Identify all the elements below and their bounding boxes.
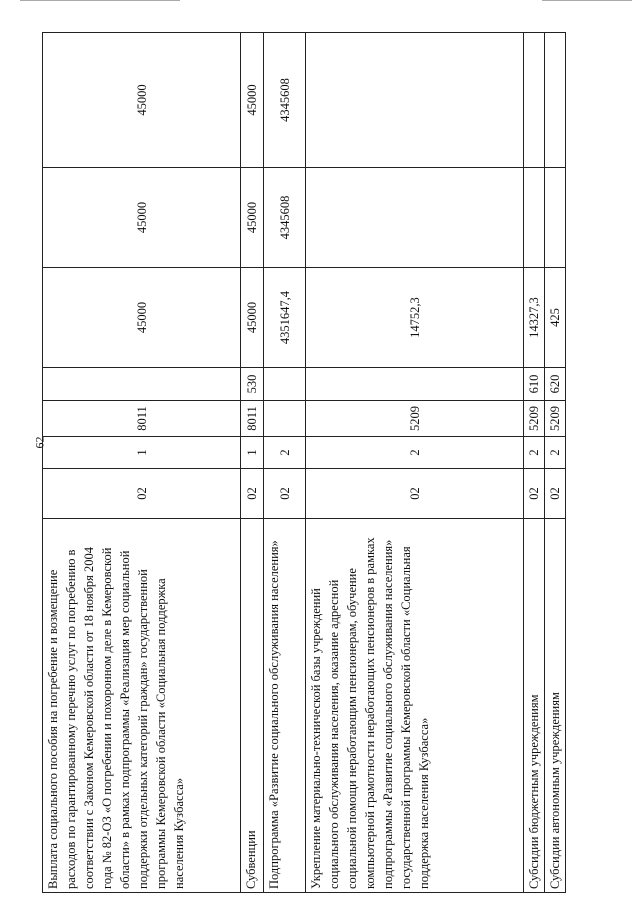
amount-year-2: 45000 [43, 168, 241, 268]
expense-type-code: 530 [241, 368, 264, 401]
amount-year-2 [524, 168, 545, 268]
subprogram-code: 1 [241, 437, 264, 469]
amount-year-1: 45000 [43, 268, 241, 368]
table-row [306, 33, 524, 893]
expense-type-code: 610 [524, 368, 545, 401]
row-name: Подпрограмма «Развитие социального обслуживания населения» [264, 519, 306, 893]
amount-year-1: 4351647,4 [264, 268, 306, 368]
row-name: Укрепление материально-технической базы учреждений социального обслуживания населения, оказание адресной социальной помощи неработающим пенсионерам, обучение компьютерной грамотности неработающих пенсионеров в рамках подпрограммы «Развитие социального обслуживания населения» государственной программы Кемеровской области «Социальная поддержка населения Кузбасса» [306, 519, 524, 893]
direction-code [264, 401, 306, 437]
table-row [524, 33, 545, 893]
row-name: Субвенции [241, 519, 264, 893]
subprogram-code: 2 [524, 437, 545, 469]
amount-year-2 [545, 168, 566, 268]
page-number: 62 [32, 436, 47, 449]
amount-year-1: 45000 [241, 268, 264, 368]
amount-year-1: 14327,3 [524, 268, 545, 368]
program-code: 02 [43, 469, 241, 519]
expense-type-code [264, 368, 306, 401]
row-name: Субсидии автономным учреждениям [545, 519, 566, 893]
subprogram-code: 1 [43, 437, 241, 469]
scan-edge-right [542, 0, 632, 1]
amount-year-3 [545, 33, 566, 168]
subprogram-code: 2 [545, 437, 566, 469]
program-code: 02 [545, 469, 566, 519]
amount-year-1: 425 [545, 268, 566, 368]
expense-type-code [43, 368, 241, 401]
amount-year-3: 4345608 [264, 33, 306, 168]
direction-code: 8011 [241, 401, 264, 437]
table-row [545, 33, 566, 893]
amount-year-3 [306, 33, 524, 168]
subprogram-code: 2 [264, 437, 306, 469]
budget-table-container [42, 33, 622, 893]
amount-year-2: 4345608 [264, 168, 306, 268]
direction-code: 5209 [545, 401, 566, 437]
amount-year-1: 14752,3 [306, 268, 524, 368]
program-code: 02 [264, 469, 306, 519]
direction-code: 5209 [306, 401, 524, 437]
amount-year-3: 45000 [241, 33, 264, 168]
subprogram-code: 2 [306, 437, 524, 469]
row-name: Субсидии бюджетным учреждениям [524, 519, 545, 893]
program-code: 02 [241, 469, 264, 519]
program-code: 02 [524, 469, 545, 519]
budget-table [42, 32, 566, 893]
table-row [264, 33, 306, 893]
program-code: 02 [306, 469, 524, 519]
table-row [241, 33, 264, 893]
expense-type-code [306, 368, 524, 401]
amount-year-3: 45000 [43, 33, 241, 168]
direction-code: 5209 [524, 401, 545, 437]
amount-year-3 [524, 33, 545, 168]
scan-edge-left [20, 0, 180, 1]
table-row [43, 33, 241, 893]
row-name: Выплата социального пособия на погребение и возмещение расходов по гарантированному перечню услуг по погребению в соответствии с Законом Кемеровской области от 18 ноября 2004 года № 82-ОЗ «О погребении и похоронном деле в Кемеровской области» в рамках подпрограммы «Реализация мер социальной поддержки отдельных категорий граждан» государственной программы Кемеровской области «Социальная поддержка населения Кузбасса» [43, 519, 241, 893]
direction-code: 8011 [43, 401, 241, 437]
amount-year-2: 45000 [241, 168, 264, 268]
amount-year-2 [306, 168, 524, 268]
expense-type-code: 620 [545, 368, 566, 401]
